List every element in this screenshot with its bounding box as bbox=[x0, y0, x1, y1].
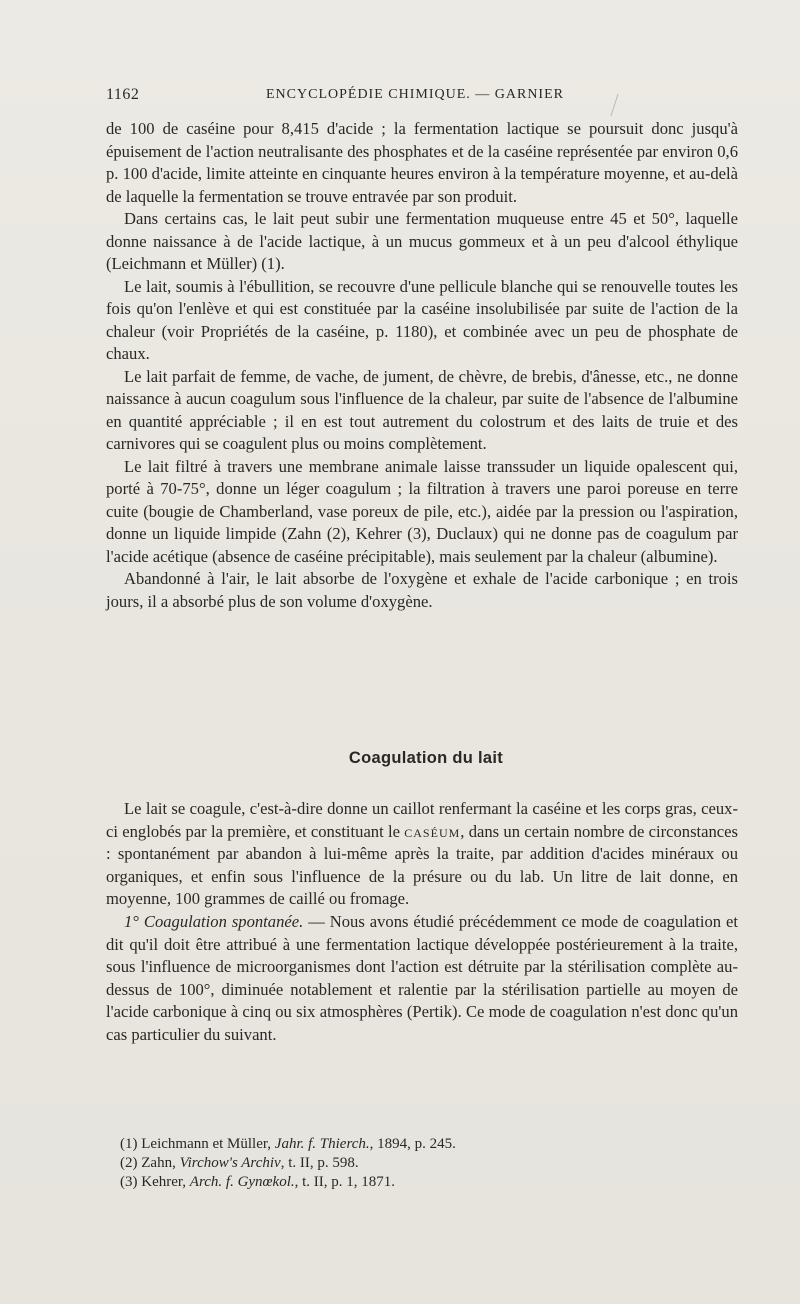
footnote-text: Zahn, bbox=[137, 1155, 180, 1171]
paragraph-heat-coagulum: Le lait parfait de femme, de vache, de jument, de chèvre, de brebis, d'ânesse, etc., ne donne naissance à aucun coagulum sous l'influence de la chaleur, par suite de l'absence de l'albumine en quantité appréciable ; il en est tout autrement du colostrum et des laits de truie et des carnivores qui se coagulent plus ou moins complètement. bbox=[106, 366, 738, 453]
subsection-text: — Nous avons étudié précédemment ce mode de coagulation et dit qu'il doit être attribué à une fermentation lactique développée postérieurement à la traite, sous l'influence de microorganismes dont l'action est détruite par la stérilisation complète au-dessus de 100°, diminuée notablement et ralentie par la stérilisation partielle au moyen de l'acide carbonique à cinq ou six atmosphères (Pertik). Ce mode de coagulation n'est donc qu'un cas particulier du suivant. bbox=[106, 911, 738, 1044]
footnote bbox=[120, 1154, 680, 1173]
section-heading: Coagulation du lait bbox=[348, 749, 504, 767]
footnote bbox=[120, 1173, 680, 1192]
footnote-text: , t. II, p. 1, 1871. bbox=[294, 1174, 396, 1190]
caseum-term: caséum bbox=[404, 821, 461, 841]
section-text bbox=[106, 798, 738, 1047]
paragraph-mucous-fermentation: Dans certains cas, le lait peut subir une fermentation muqueuse entre 45 et 50°, laquelle donne naissance à de l'acide lactique, à un mucus gommeux et à un peu d'alcool éthylique (Leichmann et Müller) (1). bbox=[106, 209, 738, 273]
paragraph-filtration: Le lait filtré à travers une membrane animale laisse transsuder un liquide opalescent qui, porté à 70-75°, donne un léger coagulum ; la filtration à travers une paroi poreuse en terre cuite (bougie de Chamberland, vase poreux de pile, etc.), aidée par la pression ou l'aspiration, donne un liquide limpide (Zahn (2), Kehrer (3), Duclaux) qui ne donne pas de coagulum par l'acide acétique (absence de caséine précipitable), mais seulement par la chaleur (albumine). bbox=[106, 456, 738, 566]
footnote-text: Leichmann et Müller, bbox=[137, 1136, 275, 1152]
paragraph-oxygen: Abandonné à l'air, le lait absorbe de l'oxygène et exhale de l'acide carbonique ; en trois jours, il a absorbé plus de son volume d'oxygène. bbox=[106, 569, 738, 611]
footnote-marker: (3) bbox=[120, 1174, 138, 1190]
footnotes bbox=[120, 1135, 680, 1192]
page-number: 1162 bbox=[106, 86, 140, 103]
footnote-text: Kehrer, bbox=[137, 1174, 190, 1190]
footnote-source-title: Arch. f. Gynœkol. bbox=[189, 1174, 295, 1190]
footnote-marker: (1) bbox=[120, 1136, 138, 1152]
paragraph-spontaneous-coagulation bbox=[106, 911, 738, 1047]
running-head bbox=[106, 86, 746, 110]
footnote-source-title: Virchow's Archiv bbox=[179, 1155, 281, 1171]
footnote-text: , 1894, p. 245. bbox=[369, 1136, 456, 1152]
intro-text-end: , dans un certain nombre de circonstances : spontanément par abandon à lui-même après la traite, par addition d'acides minéraux ou organiques, et enfin sous l'influence de la présure ou du lab. Un litre de lait donne, en moyenne, 100 grammes de caillé ou fromage. bbox=[106, 821, 738, 909]
paragraph-boiling: Le lait, soumis à l'ébullition, se recouvre d'une pellicule blanche qui se renouvelle toutes les fois qu'on l'enlève et qui est constituée par la caséine insolubilisée par suite de l'action de la chaleur (voir Propriétés de la caséine, p. 1180), et combinée avec un peu de phosphate de chaux. bbox=[106, 276, 738, 363]
footnote-marker: (2) bbox=[120, 1155, 138, 1171]
running-title: ENCYCLOPÉDIE CHIMIQUE. — GARNIER bbox=[266, 87, 564, 102]
footnote-text: , t. II, p. 598. bbox=[280, 1155, 359, 1171]
paragraph-coagulation-intro bbox=[106, 798, 738, 911]
footnote bbox=[120, 1135, 680, 1154]
subsection-label: 1° Coagulation spontanée. bbox=[124, 911, 304, 931]
main-text bbox=[106, 118, 738, 613]
footnote-source-title: Jahr. f. Thierch. bbox=[274, 1136, 370, 1152]
paragraph-continuation: de 100 de caséine pour 8,415 d'acide ; la fermentation lactique se poursuit donc jusqu'à épuisement de l'action neutralisante des phosphates et de la caséine représentée par environ 0,6 p. 100 d'acide, limite atteinte en cinquante heures environ à la température moyenne, et au-delà de laquelle la fermentation se trouve entravée par son produit. bbox=[106, 119, 738, 206]
intro-text-start: Le lait se coagule, c'est-à-dire donne un caillot renfermant la caséine et les corps gras, ceux-ci englobés par la première, et constituant le bbox=[106, 799, 738, 841]
